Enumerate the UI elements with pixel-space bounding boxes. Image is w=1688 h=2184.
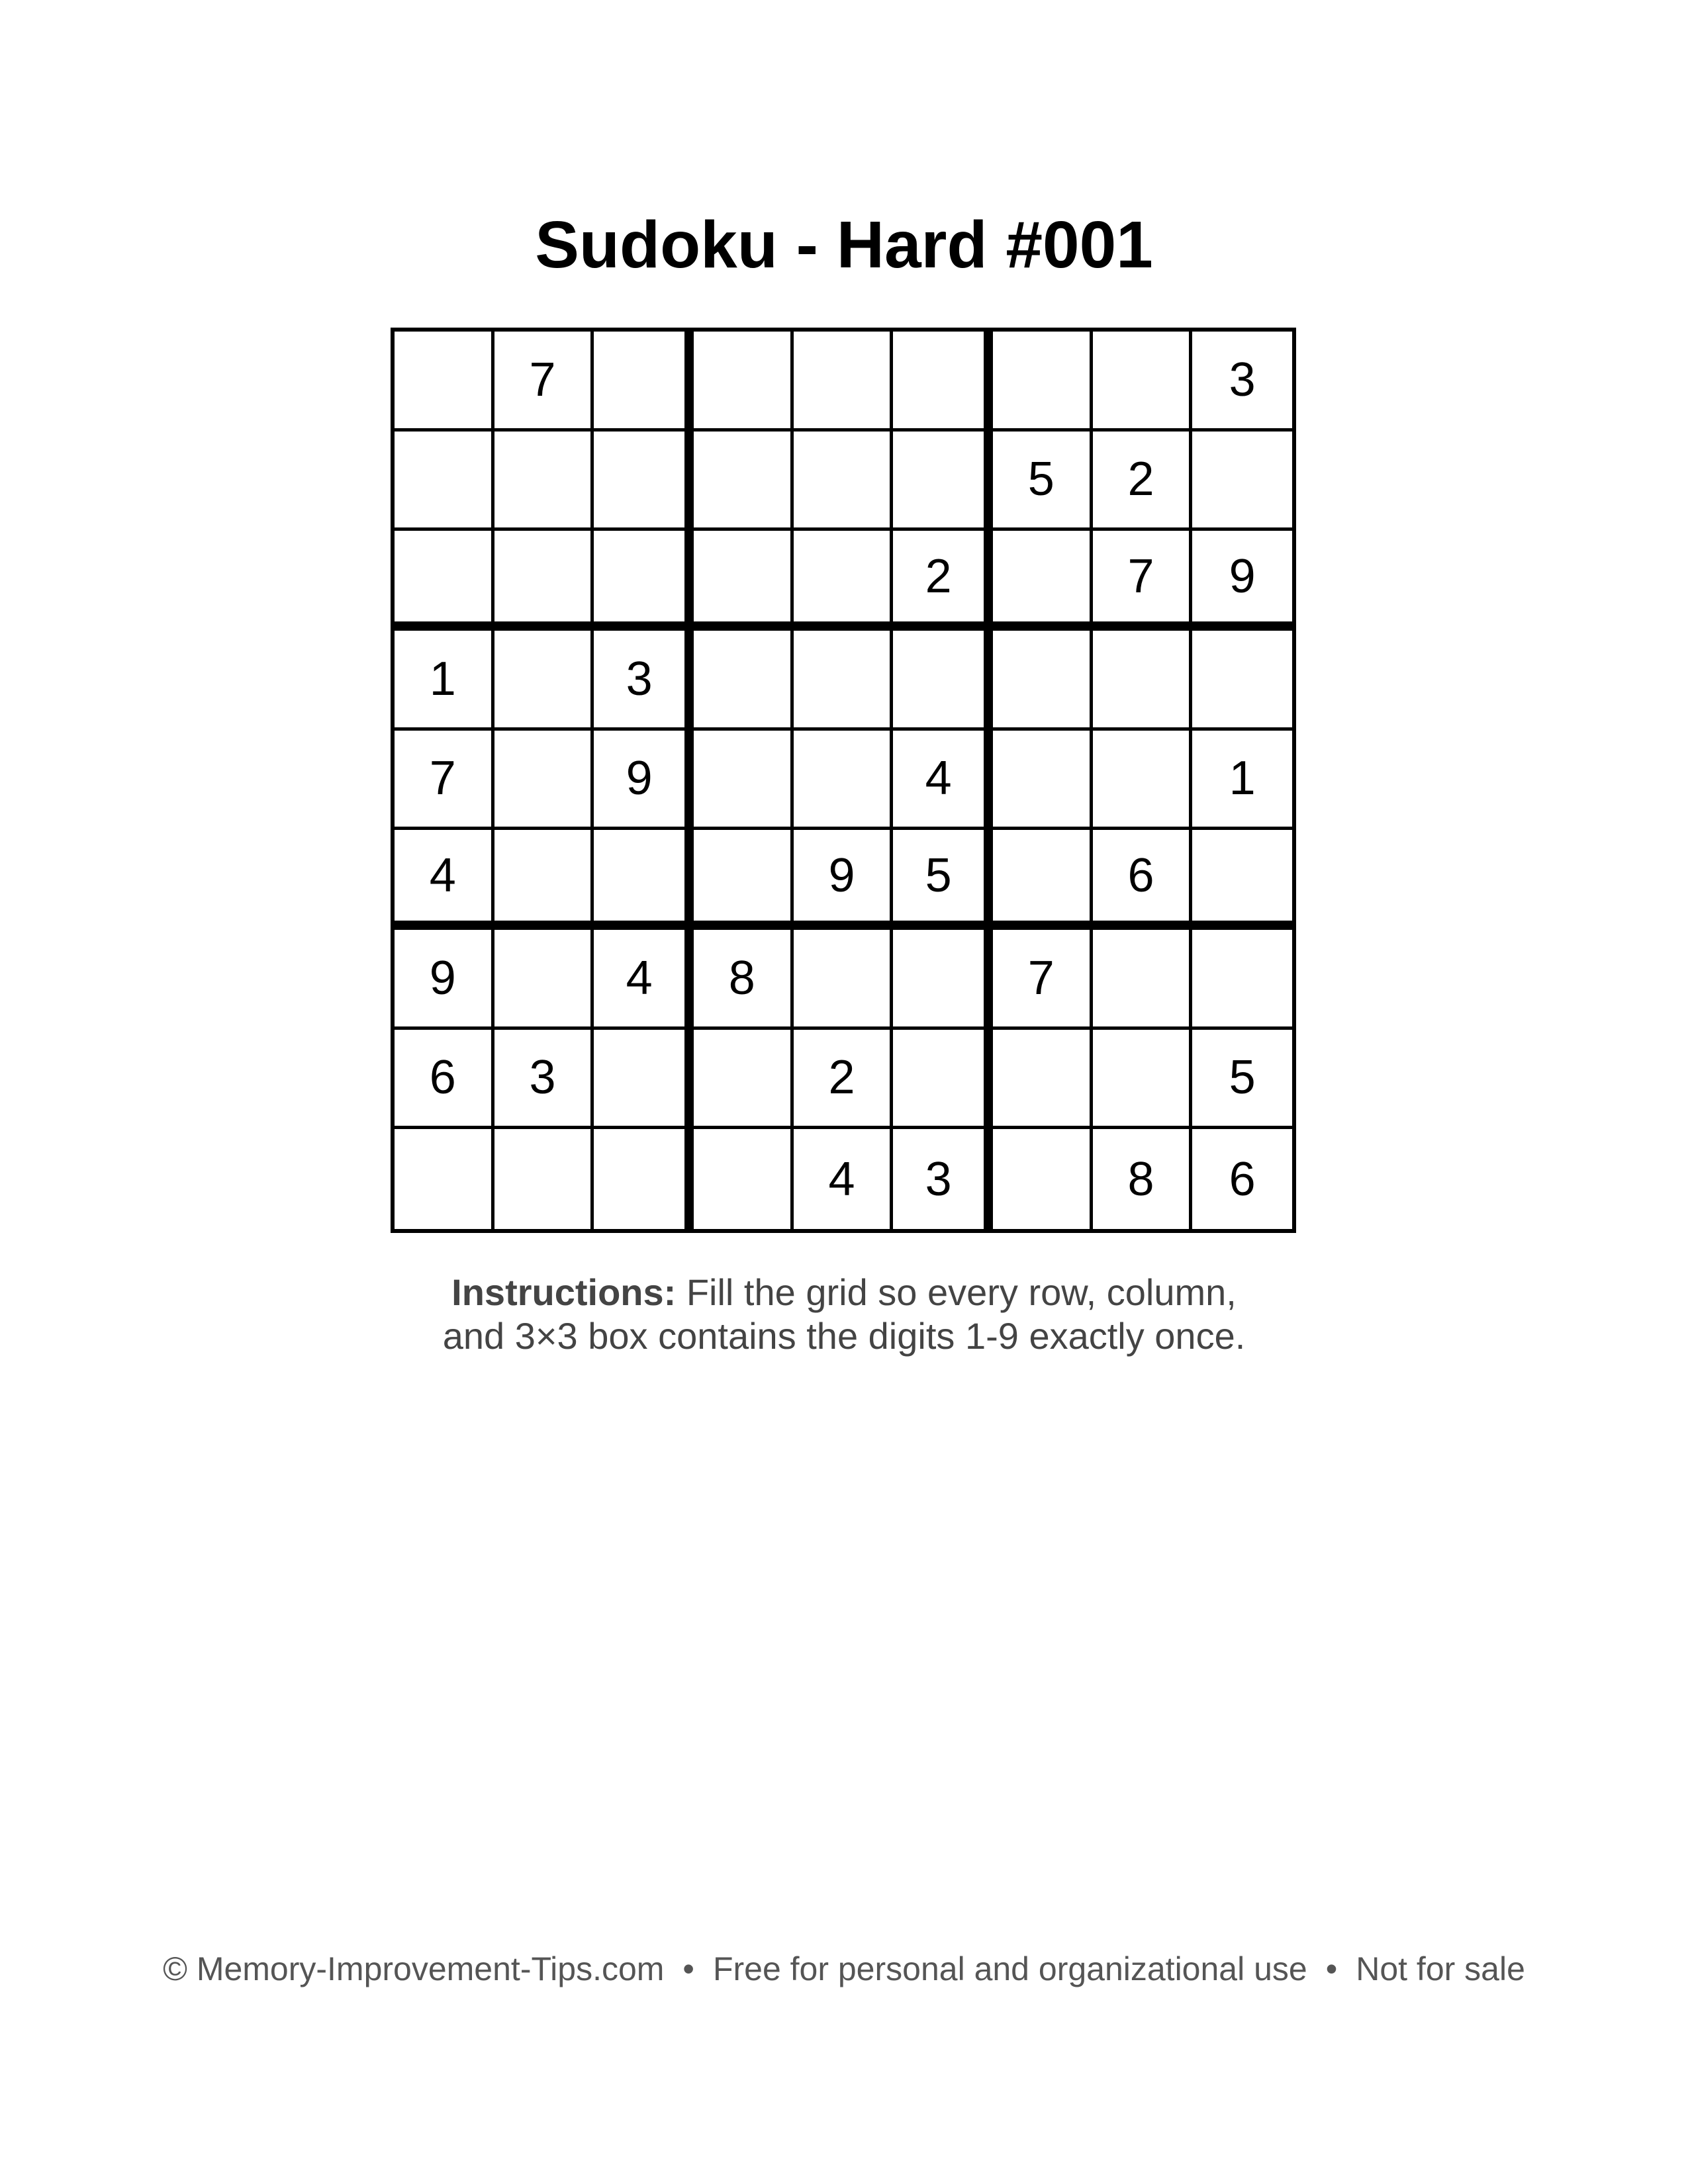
empty-cell[interactable] [694,432,794,531]
empty-cell[interactable] [893,432,993,531]
empty-cell[interactable] [993,332,1093,432]
empty-cell[interactable] [594,1129,694,1229]
given-cell: 1 [395,631,494,731]
empty-cell[interactable] [594,531,694,631]
given-cell: 5 [993,432,1093,531]
given-cell: 4 [395,830,494,930]
empty-cell[interactable] [494,531,594,631]
given-cell: 3 [893,1129,993,1229]
given-cell: 2 [893,531,993,631]
empty-cell[interactable] [395,531,494,631]
given-cell: 4 [893,731,993,831]
empty-cell[interactable] [794,631,894,731]
footer-separator: • [682,1950,694,1987]
footer-separator: • [1325,1950,1338,1987]
empty-cell[interactable] [594,1030,694,1130]
empty-cell[interactable] [594,432,694,531]
empty-cell[interactable] [1093,930,1193,1030]
empty-cell[interactable] [1192,631,1292,731]
empty-cell[interactable] [993,731,1093,831]
empty-cell[interactable] [1093,631,1193,731]
empty-cell[interactable] [794,332,894,432]
empty-cell[interactable] [694,631,794,731]
empty-cell[interactable] [494,1129,594,1229]
empty-cell[interactable] [993,830,1093,930]
empty-cell[interactable] [1192,432,1292,531]
given-cell: 2 [1093,432,1193,531]
empty-cell[interactable] [1192,830,1292,930]
instructions-line-2: and 3×3 box contains the digits 1-9 exactly once. [442,1315,1246,1357]
empty-cell[interactable] [694,332,794,432]
given-cell: 3 [1192,332,1292,432]
instructions-text-1: Fill the grid so every row, column, [686,1271,1237,1313]
given-cell: 1 [1192,731,1292,831]
empty-cell[interactable] [893,1030,993,1130]
empty-cell[interactable] [395,332,494,432]
given-cell: 2 [794,1030,894,1130]
footer-notice: Not for sale [1356,1950,1525,1987]
footer [0,1949,1688,1989]
empty-cell[interactable] [694,531,794,631]
given-cell: 8 [1093,1129,1193,1229]
empty-cell[interactable] [794,930,894,1030]
empty-cell[interactable] [694,731,794,831]
empty-cell[interactable] [993,531,1093,631]
sudoku-grid [391,328,1296,1233]
page-title: Sudoku - Hard #001 [535,208,1153,282]
empty-cell[interactable] [794,731,894,831]
empty-cell[interactable] [494,731,594,831]
empty-cell[interactable] [993,631,1093,731]
empty-cell[interactable] [1192,930,1292,1030]
empty-cell[interactable] [794,432,894,531]
given-cell: 6 [1093,830,1193,930]
empty-cell[interactable] [594,332,694,432]
empty-cell[interactable] [494,432,594,531]
given-cell: 7 [494,332,594,432]
given-cell: 3 [494,1030,594,1130]
given-cell: 7 [993,930,1093,1030]
empty-cell[interactable] [494,930,594,1030]
empty-cell[interactable] [694,1030,794,1130]
empty-cell[interactable] [893,631,993,731]
empty-cell[interactable] [993,1129,1093,1229]
empty-cell[interactable] [993,1030,1093,1130]
instructions-line-1 [0,1271,1688,1314]
instructions-label: Instructions: [451,1271,677,1313]
given-cell: 5 [893,830,993,930]
given-cell: 9 [594,731,694,831]
footer-usage: Free for personal and organizational use [712,1950,1307,1987]
empty-cell[interactable] [1093,332,1193,432]
empty-cell[interactable] [395,1129,494,1229]
given-cell: 8 [694,930,794,1030]
given-cell: 7 [395,731,494,831]
given-cell: 3 [594,631,694,731]
given-cell: 4 [594,930,694,1030]
empty-cell[interactable] [694,1129,794,1229]
empty-cell[interactable] [395,432,494,531]
empty-cell[interactable] [1093,731,1193,831]
given-cell: 4 [794,1129,894,1229]
empty-cell[interactable] [594,830,694,930]
given-cell: 5 [1192,1030,1292,1130]
empty-cell[interactable] [494,631,594,731]
empty-cell[interactable] [893,930,993,1030]
given-cell: 9 [395,930,494,1030]
footer-copyright: © Memory-Improvement-Tips.com [163,1950,665,1987]
empty-cell[interactable] [794,531,894,631]
given-cell: 9 [1192,531,1292,631]
given-cell: 9 [794,830,894,930]
empty-cell[interactable] [1093,1030,1193,1130]
given-cell: 6 [1229,1152,1256,1206]
instructions [0,1271,1688,1358]
given-cell: 7 [1093,531,1193,631]
given-cell: 6 [395,1030,494,1130]
empty-cell[interactable] [893,332,993,432]
empty-cell[interactable] [694,830,794,930]
empty-cell[interactable] [494,830,594,930]
